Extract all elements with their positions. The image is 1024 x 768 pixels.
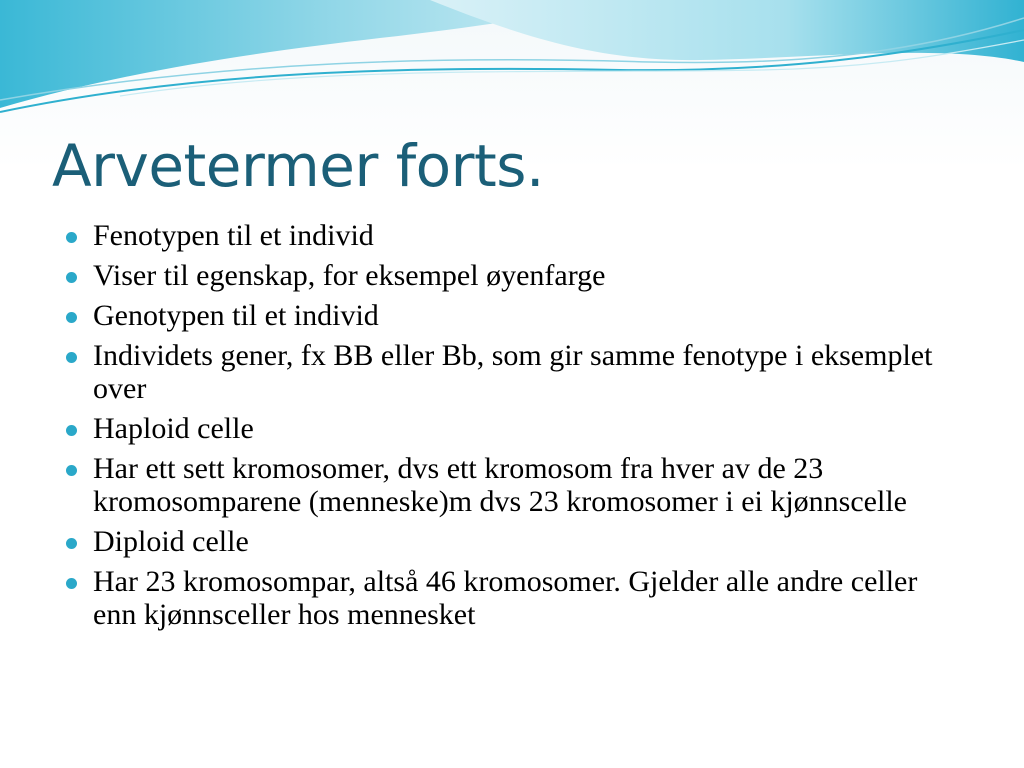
wave-band-right	[430, 0, 1024, 62]
bullet-icon	[66, 465, 77, 476]
bullet-icon	[66, 232, 77, 243]
list-item	[66, 412, 966, 445]
list-item	[66, 525, 966, 558]
bullet-text: Har ett sett kromosomer, dvs ett kromosom fra hver av de 23 kromosomparene (menneske)m dvs 23 kromosomer i ei kjønnscelle	[93, 452, 907, 518]
bullet-text: Diploid celle	[93, 525, 249, 558]
bullet-text: Fenotypen til et individ	[93, 219, 374, 252]
bullet-text: Genotypen til et individ	[93, 299, 379, 332]
bullet-icon	[66, 538, 77, 549]
list-item	[66, 565, 966, 631]
list-item	[66, 452, 966, 518]
bullet-text: Individets gener, fx BB eller Bb, som gir samme fenotype i eksemplet over	[93, 339, 933, 405]
list-item	[66, 299, 966, 332]
slide-title: Arvetermer forts.	[52, 132, 544, 200]
bullet-icon	[66, 578, 77, 589]
wave-decoration	[0, 0, 1024, 130]
bullet-icon	[66, 352, 77, 363]
bullet-icon	[66, 272, 77, 283]
list-item	[66, 259, 966, 292]
bullet-text: Haploid celle	[93, 412, 254, 445]
bullet-text: Har 23 kromosompar, altså 46 kromosomer. Gjelder alle andre celler enn kjønnsceller hos mennesket	[93, 565, 918, 631]
bullet-icon	[66, 425, 77, 436]
bullet-list	[66, 219, 966, 638]
list-item	[66, 219, 966, 252]
bullet-icon	[66, 312, 77, 323]
list-item	[66, 339, 966, 405]
bullet-text: Viser til egenskap, for eksempel øyenfarge	[93, 259, 606, 292]
